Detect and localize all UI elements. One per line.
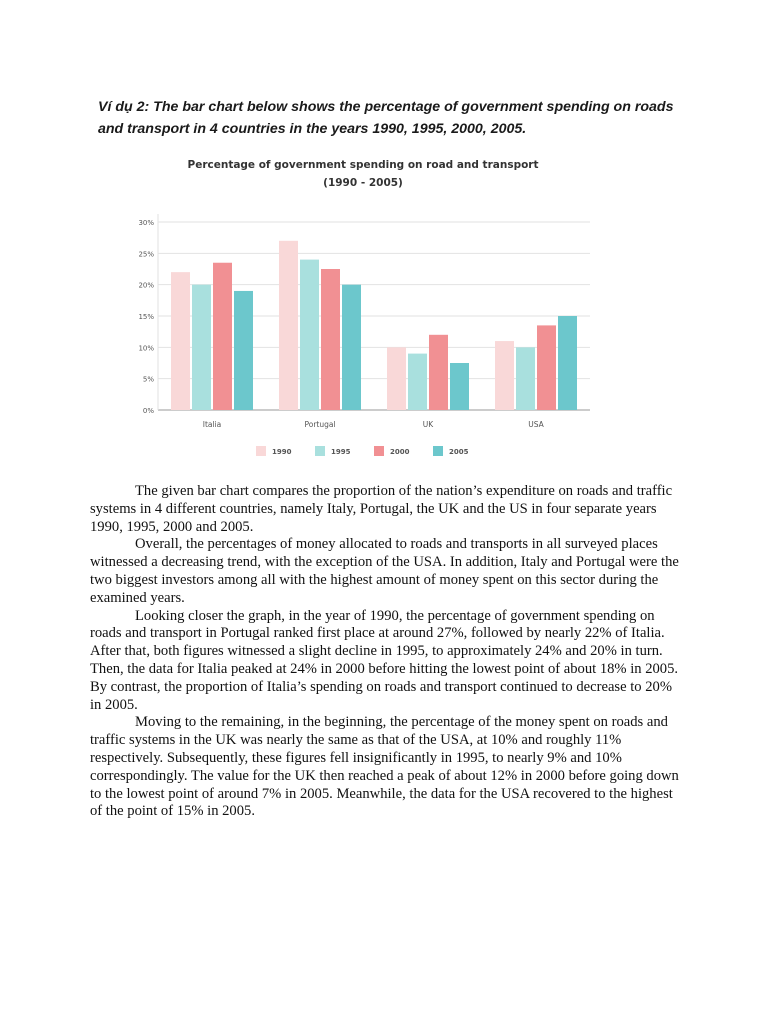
bar-italia-1990: [171, 272, 190, 410]
essay-paragraph-3: Looking closer the graph, in the year of 1990, the percentage of government spending on roads and transport in Portugal ranked first place at around 27%, followed by nearly 22% of Italia. After that, both figures witnessed a slight decline in 1995, to approximately 24% and 20% in turn. Then, the data for Italia peaked at 24% in 2000 before hitting the lowest point of about 18% in 2005. By contrast, the proportion of Italia’s spending on roads and transport continued to decrease to 20% in 2005.: [90, 607, 679, 713]
y-tick-label: 20%: [138, 281, 154, 290]
page-heading: Ví dụ 2: The bar chart below shows the percentage of government spending on roads and transport in 4 countries in the years 1990, 1995, 2000, 2005.: [98, 99, 674, 137]
bar-portugal-2005: [342, 285, 361, 410]
bar-italia-1995: [192, 285, 211, 410]
legend-swatch-2000: [374, 446, 384, 456]
bar-portugal-2000: [321, 269, 340, 410]
y-tick-label: 0%: [142, 407, 154, 415]
essay-paragraph-2: Overall, the percentages of money allocated to roads and transports in all surveyed places witnessed a decreasing trend, with the exception of the USA. In addition, Italy and Portugal were the two biggest investors among all with the highest amount of money spent on this sector during the examined years.: [90, 536, 679, 606]
essay-paragraph-1: The given bar chart compares the proportion of the nation’s expenditure on roads and traffic systems in 4 different countries, namely Italy, Portugal, the UK and the US in four separate years 1990, 1995, 2000 and 2005.: [90, 483, 673, 535]
y-tick-label: 15%: [138, 313, 154, 321]
bar-usa-2000: [537, 325, 556, 410]
bar-uk-2005: [450, 363, 469, 410]
legend-label-2005: 2005: [449, 448, 469, 456]
legend-label-1990: 1990: [272, 448, 292, 456]
bar-italia-2005: [234, 291, 253, 410]
legend-label-2000: 2000: [390, 448, 410, 456]
bar-usa-1995: [516, 347, 535, 410]
y-tick-label: 25%: [138, 250, 154, 259]
chart-legend: [256, 446, 469, 456]
x-axis-tick-labels: [203, 420, 545, 429]
legend-swatch-2005: [433, 446, 443, 456]
bar-portugal-1990: [279, 241, 298, 410]
y-tick-label: 5%: [142, 375, 154, 384]
legend-swatch-1995: [315, 446, 325, 456]
chart-bars: [171, 241, 577, 410]
x-tick-label: Italia: [202, 420, 222, 429]
legend-label-1995: 1995: [331, 448, 351, 456]
bar-uk-1995: [408, 354, 427, 410]
essay-paragraph-4: Moving to the remaining, in the beginning, the percentage of the money spent on roads and traffic systems in the UK was nearly the same as that of the USA, at 10% and roughly 11% respectively. Subsequently, these figures fell insignificantly in 1995, to nearly 9% and 10% correspondingly. The value for the UK then reached a peak of about 12% in 2000 before going down to the lowest point of around 7% in 2005. Meanwhile, the data for the USA recovered to the highest of the point of 15% in 2005.: [90, 714, 679, 820]
x-tick-label: Portugal: [304, 420, 336, 429]
bar-uk-1990: [387, 347, 406, 410]
bar-italia-2000: [213, 263, 232, 410]
chart-subtitle: (1990 - 2005): [323, 177, 403, 189]
y-tick-label: 10%: [138, 344, 154, 353]
x-tick-label: UK: [422, 420, 434, 429]
bar-usa-2005: [558, 316, 577, 410]
essay-body: [90, 483, 680, 821]
bar-chart: [128, 150, 608, 470]
x-tick-label: USA: [528, 420, 544, 429]
y-axis-tick-labels: [138, 219, 154, 415]
chart-title: Percentage of government spending on road and transport: [187, 159, 539, 171]
legend-swatch-1990: [256, 446, 266, 456]
bar-portugal-1995: [300, 260, 319, 410]
y-tick-label: 30%: [138, 219, 154, 227]
bar-usa-1990: [495, 341, 514, 410]
bar-uk-2000: [429, 335, 448, 410]
